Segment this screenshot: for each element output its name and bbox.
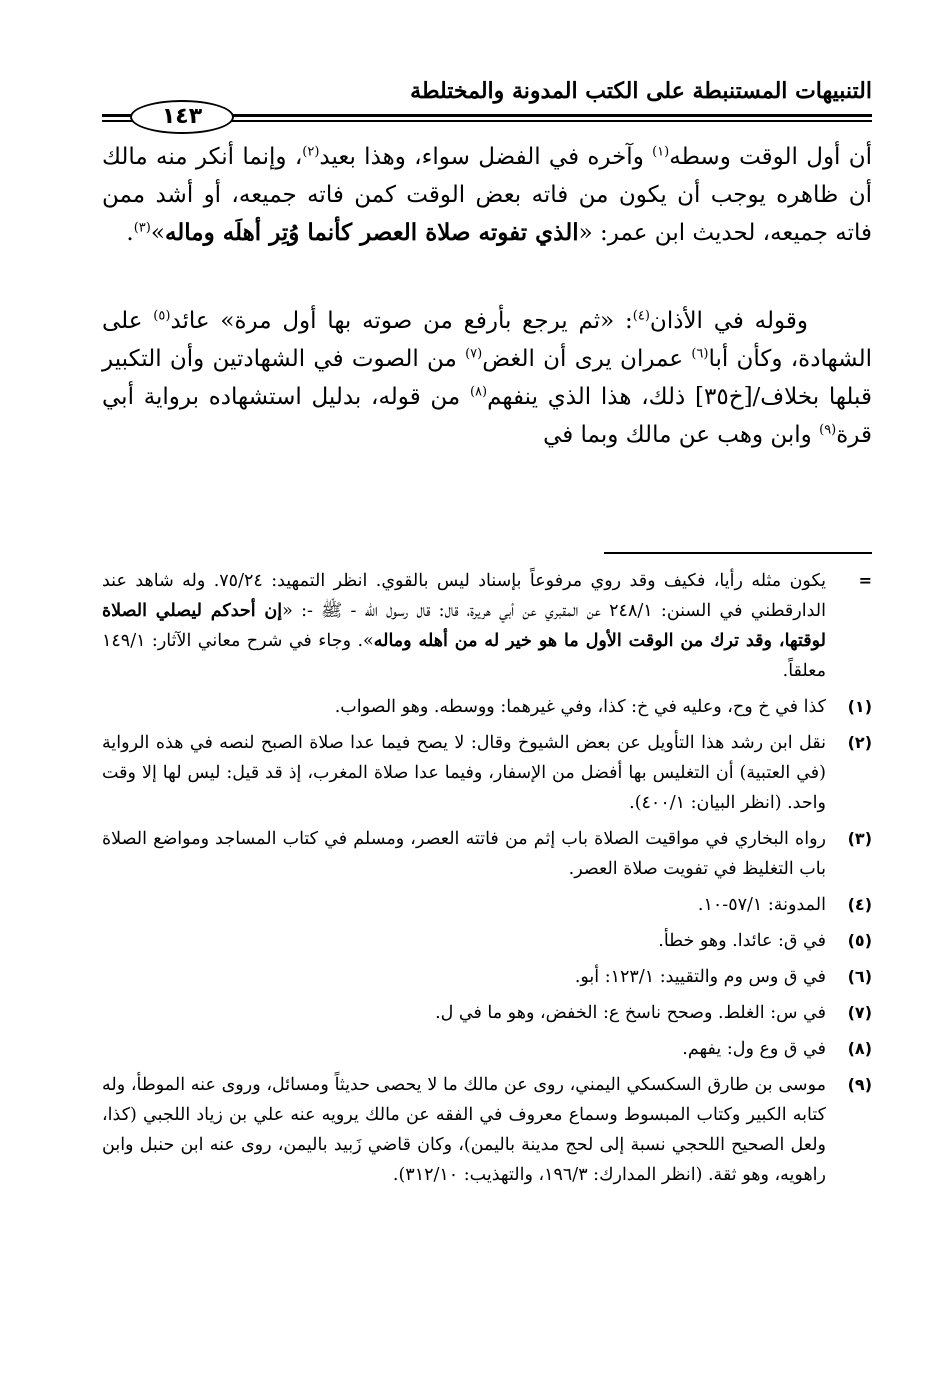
footnote-number: (٢) [847, 733, 872, 752]
text-run: يكون مثله رأيا، فكيف وقد روي مرفوعاً بإسناد ليس بالقوي. انظر التمهيد: ٧٥/٢٤. وله شاهد عند الدارقطني في السنن: ٢٤٨/١ عن المقبري عن أبي هريرة، قال: قال رسول الله - ﷺ -: « [102, 571, 827, 621]
page-number: ١٤٣ [130, 100, 234, 134]
footnote-number: (٦) [847, 967, 872, 986]
footnote-ref: (٧) [465, 346, 483, 362]
footnote [102, 824, 872, 884]
footnote [102, 692, 872, 722]
footnote [102, 1070, 872, 1190]
footnote-text [102, 566, 826, 686]
text-run: » [150, 220, 165, 246]
footnote-number: (٤) [847, 895, 872, 914]
footnote-ref: (٦) [691, 346, 709, 362]
text-run: وقوله في الأذان [649, 308, 808, 334]
footnote [102, 890, 872, 920]
footnote-number: (١) [847, 697, 872, 716]
text-run: . [126, 220, 134, 246]
text-run: عمران يرى أن الغض [482, 346, 692, 372]
footnote-ref: (٩) [819, 422, 837, 438]
footnote-text: في ق وع ول: يفهم. [682, 1039, 826, 1059]
footnote-text: في ق: عائدا. وهو خطأ. [658, 931, 826, 951]
main-text [102, 138, 872, 454]
footnote-text: رواه البخاري في مواقيت الصلاة باب إثم من فاتته العصر، ومسلم في كتاب المساجد ومواضع الصلاة باب التغليظ في تفويت صلاة العصر. [102, 829, 826, 879]
footnote-number: (٣) [847, 829, 872, 848]
footnote-ref: (٢) [302, 144, 320, 160]
footnote [102, 1034, 872, 1064]
footnote-number: (٨) [847, 1039, 872, 1058]
footnotes [102, 566, 872, 1196]
footnote [102, 926, 872, 956]
running-title: التنبيهات المستنبطة على الكتب المدونة والمختلطة [410, 78, 872, 104]
text-run: من الصوت في الشهادتين وأن التكبير قبلها بخلاف/[خ٣٥] ذلك، هذا الذي ينفهم [102, 346, 872, 410]
hadith-quote: الذي تفوته صلاة العصر كأنما وُتِر أهلَه وماله [164, 219, 579, 246]
paragraph-1 [102, 138, 872, 252]
footnote-separator [604, 552, 872, 554]
footnote [102, 962, 872, 992]
text-run: : «ثم يرجع بأرفع من صوته بها أول مرة» عائد [170, 308, 633, 334]
footnote-text: في ق وس وم والتقييد: ١٢٣/١: أبو. [574, 967, 826, 987]
continuation-marker: = [858, 571, 872, 590]
text-run: أن أول الوقت وسطه [669, 144, 873, 170]
footnote-ref: (٣) [133, 220, 151, 236]
footnote-continuation [102, 566, 872, 686]
footnote-ref: (٤) [632, 308, 650, 324]
footnote-text: نقل ابن رشد هذا التأويل عن بعض الشيوخ وقال: لا يصح فيما عدا صلاة الصبح لنصه في هذه الرواية (في العتبية) أن التغليس بها أفضل من الإسفار، وفيما عدا صلاة المغرب، إذ قد قيل: ليس لها إلا وقت واحد. (انظر البيان: ٤٠٠/١). [102, 733, 826, 813]
text-run: وابن وهب عن مالك وبما في [543, 422, 820, 448]
footnote-number: (٧) [847, 1003, 872, 1022]
footnote-text: المدونة: ٥٧/١-١٠. [697, 895, 826, 915]
footnote-ref: (١) [652, 144, 670, 160]
text-run: ، وإنما أنكر منه مالك أن ظاهره يوجب أن يكون من فاته بعض الوقت كمن فاته جميعه، أو أشد ممن فاته جميعه، لحديث ابن عمر: « [102, 144, 872, 246]
footnote-text: كذا في خ وح، وعليه في خ: كذا، وفي غيرهما: ووسطه. وهو الصواب. [334, 697, 826, 717]
paragraph-2 [102, 302, 872, 454]
page-header [102, 74, 872, 134]
footnote-ref: (٥) [153, 308, 171, 324]
hadith-quote: إن أحدكم ليصلي الصلاة لوقتها، وقد ترك من الوقت الأول ما هو خير له من أهله وماله [102, 601, 826, 651]
footnote-ref: (٨) [469, 384, 488, 400]
footnote-text: في س: الغلط. وصحح ناسخ ع: الخفض، وهو ما في ل. [435, 1003, 826, 1023]
text-run: على الشهادة، وكأن أبا [102, 308, 872, 372]
text-run: من قوله، بدليل استشهاده برواية أبي قرة [102, 384, 872, 448]
footnote-number: (٥) [847, 931, 872, 950]
footnote [102, 998, 872, 1028]
text-run: ». وجاء في شرح معاني الآثار: ١٤٩/١ معلقاً. [102, 631, 826, 681]
text-run: وآخره في الفضل سواء، وهذا بعيد [319, 144, 653, 170]
footnote [102, 728, 872, 818]
footnote-text: موسى بن طارق السكسكي اليمني، روى عن مالك ما لا يحصى حديثاً ومسائل، وروى عنه الموطأ، وله كتابه الكبير وكتاب المبسوط وسماع معروف في الفقه عن مالك يرويه عنه علي بن زياد اللجبي (كذا، ولعل الصحيح اللحجي نسبة إلى لحج مدينة باليمن)، وكان قاضي زَبيد باليمن، روى عنه ابن حنبل وابن راهويه، وهو ثقة. (انظر المدارك: ١٩٦/٣، والتهذيب: ٣١٢/١٠). [102, 1075, 826, 1185]
footnote-number: (٩) [847, 1075, 872, 1094]
